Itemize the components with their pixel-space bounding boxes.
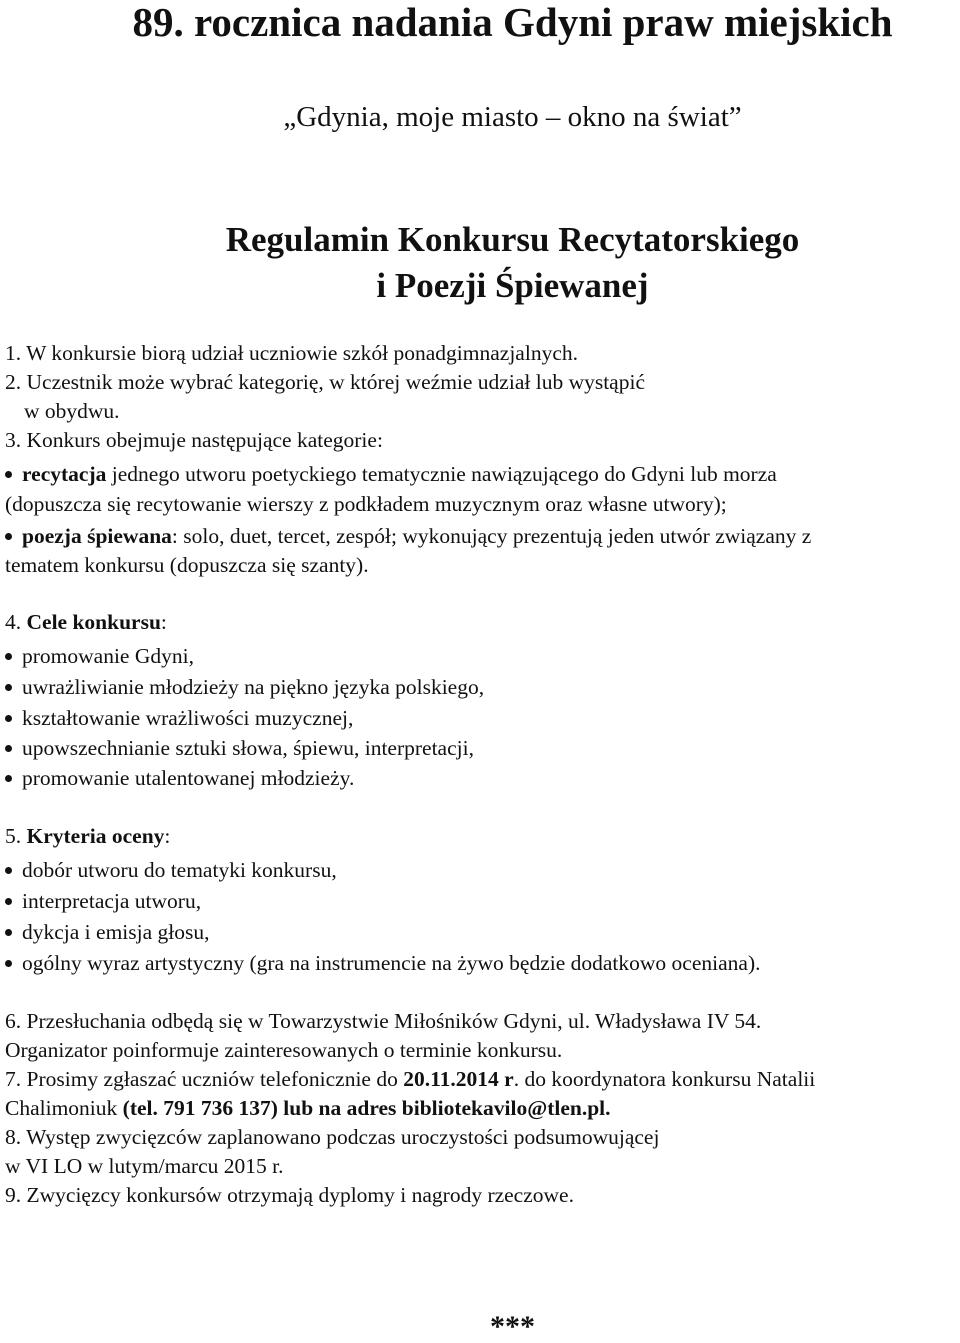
- criteria-item: dobór utworu do tematyki konkursu,: [5, 857, 337, 883]
- point-8-continued: w VI LO w lutym/marcu 2015 r.: [5, 1154, 284, 1178]
- criteria-item: ogólny wyraz artystyczny (gra na instrumencie na żywo będzie dodatkowo oceniana).: [5, 950, 761, 976]
- goal-item: promowanie Gdyni,: [5, 643, 194, 669]
- category-recitation: [5, 461, 777, 487]
- point-3: 3. Konkurs obejmuje następujące kategorie:: [5, 428, 383, 452]
- page-title: 89. rocznica nadania Gdyni praw miejskich: [132, 0, 893, 45]
- point-6: 6. Przesłuchania odbędą się w Towarzystwie Miłośników Gdyni, ul. Władysława IV 54.: [5, 1009, 762, 1033]
- motto: „Gdynia, moje miasto – okno na świat”: [283, 101, 742, 133]
- category-recitation-label: recytacja: [22, 462, 107, 486]
- deadline-date: 20.11.2014 r: [403, 1067, 514, 1091]
- point-5-label: Kryteria oceny: [26, 824, 165, 848]
- point-7-text-end: . do koordynatora konkursu Natalii: [513, 1067, 816, 1091]
- criteria-item: dykcja i emisja głosu,: [5, 919, 210, 945]
- point-5-colon: :: [164, 824, 171, 848]
- point-6-continued: Organizator poinformuje zainteresowanych o terminie konkursu.: [5, 1038, 563, 1062]
- point-4-label: Cele konkursu: [26, 610, 161, 634]
- point-1: 1. W konkursie biorą udział uczniowie szkół ponadgimnazjalnych.: [5, 341, 578, 365]
- point-9: 9. Zwycięzcy konkursów otrzymają dyplomy i nagrody rzeczowe.: [5, 1183, 574, 1207]
- point-2: 2. Uczestnik może wybrać kategorię, w której weźmie udział lub wystąpić: [5, 370, 645, 394]
- point-4-heading: [5, 609, 167, 635]
- point-7: [5, 1066, 815, 1092]
- point-5-heading: [5, 823, 170, 849]
- category-sung-poetry: [5, 523, 811, 549]
- category-recitation-text: jednego utworu poetyckiego tematycznie nawiązującego do Gdyni lub morza: [106, 462, 777, 486]
- point-7-continued: [5, 1095, 611, 1121]
- regulation-title-line-1: Regulamin Konkursu Recytatorskiego: [225, 220, 800, 259]
- category-recitation-continued: (dopuszcza się recytowanie wierszy z podkładem muzycznym oraz własne utwory);: [5, 492, 727, 516]
- point-4-number: 4.: [5, 610, 27, 634]
- category-sung-poetry-continued: tematem konkursu (dopuszcza się szanty).: [5, 553, 369, 577]
- point-7-text: 7. Prosimy zgłaszać uczniów telefonicznie do: [5, 1067, 404, 1091]
- point-4-colon: :: [160, 610, 167, 634]
- category-sung-poetry-label: poezja śpiewana: [22, 524, 172, 548]
- category-sung-poetry-text: : solo, duet, tercet, zespół; wykonujący prezentują jeden utwór związany z: [171, 524, 812, 548]
- point-5-number: 5.: [5, 824, 27, 848]
- goal-item: kształtowanie wrażliwości muzycznej,: [5, 705, 353, 731]
- point-2-continued: w obydwu.: [24, 399, 120, 423]
- point-8: 8. Występ zwycięzców zaplanowano podczas uroczystości podsumowującej: [5, 1125, 660, 1149]
- regulation-title-line-2: i Poezji Śpiewanej: [376, 266, 649, 305]
- goal-item: upowszechnianie sztuki słowa, śpiewu, interpretacji,: [5, 735, 474, 761]
- goal-item: promowanie utalentowanej młodzieży.: [5, 765, 354, 791]
- goal-item: uwrażliwianie młodzieży na piękno języka polskiego,: [5, 674, 484, 700]
- coordinator-name: Chalimoniuk: [5, 1096, 123, 1120]
- coordinator-contact: (tel. 791 736 137) lub na adres bibliotekavilo@tlen.pl.: [122, 1096, 611, 1120]
- criteria-item: interpretacja utworu,: [5, 888, 201, 914]
- section-separator: ***: [490, 1310, 535, 1343]
